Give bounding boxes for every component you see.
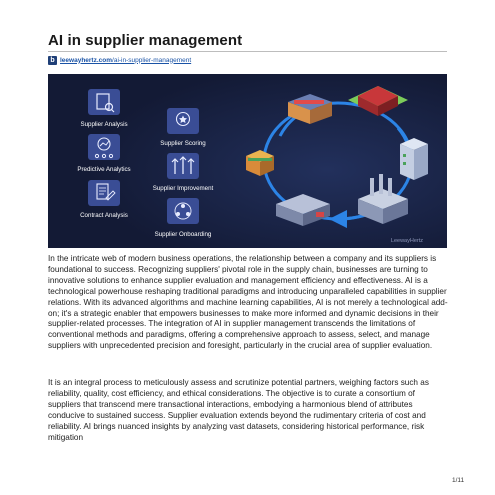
hero-illustration xyxy=(48,74,447,248)
source-path: /ai-in-supplier-management xyxy=(112,56,192,64)
source-domain: leewayhertz.com xyxy=(60,56,113,64)
paragraph-intro: In the intricate web of modern business operations, the relationship between a company and its suppliers is foundational to success. Recognizing suppliers' pivotal role in the supply chain, businesses are turning to innovative solutions to enhance supplier evaluation and management efficiency and effectiveness. AI is a technological powerhouse reshaping traditional paradigms and introducing unparalleled capabilities in supplier relations. With its advanced algorithms and machine learning capabilities, AI is not merely a technological add-on; it's a strategic enabler that empowers businesses to make more informed and dynamic decisions in their supplier-related processes. The integration of AI in supplier management transcends the limitations of conventional methods and paradigms, offering a comprehensive approach to assess, select, and manage suppliers with unprecedented precision and foresight, particularly in the crucial area of supplier evaluation. xyxy=(48,254,448,351)
source-line xyxy=(48,55,191,65)
feature-label: Supplier Scoring xyxy=(160,140,206,147)
hero-svg xyxy=(48,74,447,248)
page-title: AI in supplier management xyxy=(48,32,243,49)
feature-label: Supplier Analysis xyxy=(80,121,128,128)
paragraph-evaluation: It is an integral process to meticulously assess and scrutinize potential partners, weighing factors such as reliability, quality, cost efficiency, and ethical considerations. The objective is to curate a consortium of suppliers that transcend mere transactional interactions, embodying a harmonious blend of attributes conducive to sustained success. Supplier evaluation extends beyond the rudimentary criteria of cost and reliability. AI brings nuanced insights by analyzing vast datasets, considering historical performance, risk mitigation xyxy=(48,378,429,442)
document-search-icon xyxy=(88,89,120,115)
hero-watermark: LeewayHertz xyxy=(390,238,423,244)
feature-label: Supplier Improvement xyxy=(152,185,214,192)
feature-label: Contract Analysis xyxy=(80,212,128,219)
source-favicon-icon: b xyxy=(48,56,57,65)
people-network-icon xyxy=(167,198,199,224)
factory-tower-illustration xyxy=(400,138,428,180)
feature-label: Predictive Analytics xyxy=(77,166,131,173)
title-divider xyxy=(48,51,447,52)
page-number: 1/11 xyxy=(452,477,465,484)
feature-label: Supplier Onboarding xyxy=(154,231,212,238)
source-link[interactable] xyxy=(60,57,191,64)
